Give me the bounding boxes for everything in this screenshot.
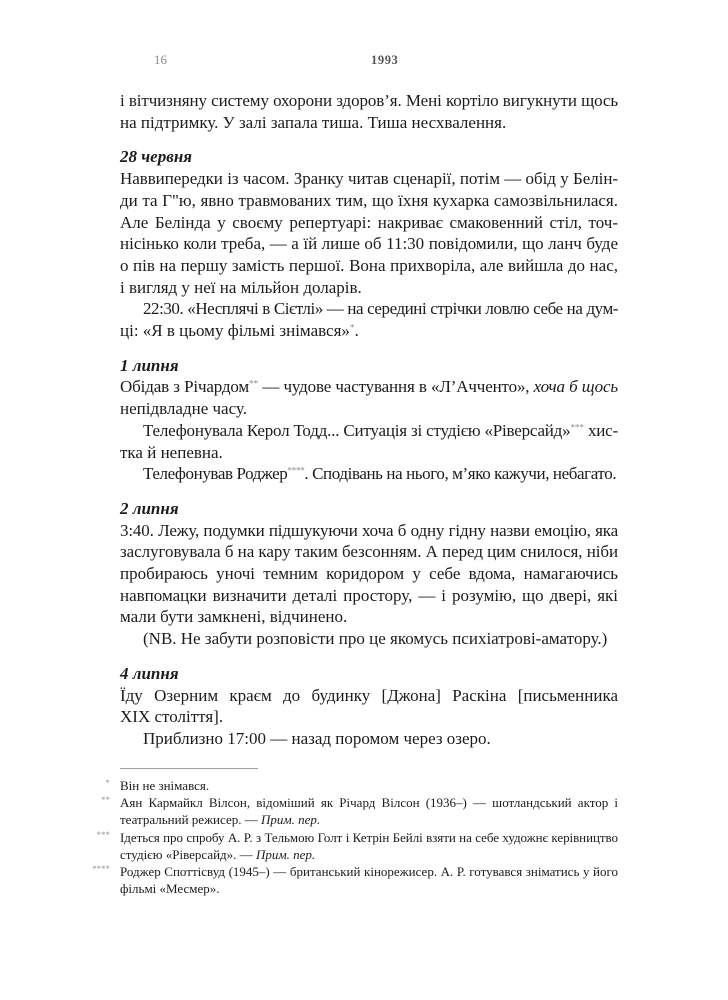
text-line (120, 255, 618, 277)
text-run: нісінько коли треба, — а їй лише об 11:30 повідомили, що ланч буде (120, 234, 618, 254)
footnote-marker: * (105, 778, 110, 788)
text-run: мали бути замкнені, відчинено. (120, 607, 348, 627)
text-line (120, 520, 618, 542)
text-run: XIX століття]. (120, 707, 224, 727)
text-line (120, 112, 618, 134)
text-line (120, 212, 618, 234)
paragraph (120, 420, 618, 463)
text-run: Телефонував Роджер (143, 464, 288, 484)
footnote-line (120, 880, 618, 897)
text-run: на підтримку. У залі запала тиша. Тиша несхвалення. (120, 112, 507, 132)
text-line (120, 628, 618, 650)
text-run: Ідеться про спробу А. Р. з Тельмою Голт і Кетрін Бейлі взяти на себе художнє керівництво (120, 829, 618, 845)
text-run: Телефонувала Керол Тодд... Ситуація зі студією «Ріверсайд» (143, 420, 571, 440)
text-line (120, 398, 618, 420)
paragraph (120, 90, 618, 133)
text-run: Наввипередки із часом. Зранку читав сценарії, потім — обід у Белін- (120, 169, 618, 189)
footnote-line (120, 794, 618, 811)
italic-text: Прим. пер. (260, 812, 321, 828)
text-line (120, 277, 618, 299)
footnote-line (120, 863, 618, 880)
footnote (92, 863, 618, 897)
text-line (120, 168, 618, 190)
text-line (120, 585, 618, 607)
text-line (120, 376, 618, 398)
text-line (120, 685, 618, 707)
paragraph (120, 298, 618, 341)
running-head: 1993 (371, 53, 399, 67)
text-run: Але Белінда у своєму репертуарі: накриває смаковенний стіл, точ- (120, 212, 618, 232)
footnote-line (120, 846, 618, 863)
text-run: о пів на першу замість першої. Вона прихворіла, але вийшла до нас, (120, 255, 618, 275)
date-heading: 1 липня (120, 355, 179, 375)
footnote (101, 794, 618, 828)
text-run: хис- (583, 420, 618, 440)
text-line (120, 606, 618, 628)
text-line (120, 420, 618, 442)
text-run: . (354, 321, 359, 341)
footnote-divider (120, 768, 258, 769)
text-run: — чудове частування в «Л’Ачченто», (258, 377, 534, 397)
text-line (120, 190, 618, 212)
text-line (120, 90, 618, 112)
date-heading: 4 липня (120, 663, 179, 683)
text-run: студією «Ріверсайд». — (120, 846, 256, 862)
body-text (120, 90, 618, 750)
footnote-reference: * (349, 323, 355, 334)
text-run: Він не знімався. (120, 778, 210, 793)
paragraph (120, 628, 618, 650)
footnote-reference: ** (249, 379, 259, 390)
text-line (120, 563, 618, 585)
text-run: заслуговувала б на кару таким безсонням. А перед цим снилося, ніби (120, 542, 619, 562)
text-run: тка й непевна. (120, 442, 223, 462)
text-run: ди та Г"ю, явно травмованих тим, що їхня кухарка самозвільнилася. (120, 190, 618, 210)
text-run: Обідав з Річардом (120, 377, 250, 397)
text-line (120, 541, 618, 563)
footnote-line (120, 777, 618, 794)
footnote-marker: ** (101, 795, 110, 806)
text-line (120, 728, 618, 750)
paragraph (120, 685, 618, 728)
footnotes (92, 777, 618, 897)
text-line (120, 706, 618, 728)
text-run: і вітчизняну систему охорони здоров’я. Мені кортіло вигукнути щось (120, 91, 618, 110)
text-run: ці: «Я в цьому фільмі знімався» (120, 321, 350, 341)
paragraph (120, 463, 618, 485)
page-number: 16 (154, 52, 167, 67)
text-run: 22:30. «Несплячі в Сієтлі» — на середині стрічки ловлю себе на дум- (143, 299, 618, 319)
footnote-reference: *** (570, 423, 584, 434)
text-line (120, 442, 618, 464)
text-line (120, 463, 618, 485)
text-run: (NB. Не забути розповісти про це якомусь психіатрові-аматору.) (143, 629, 608, 649)
footnote-line (120, 829, 618, 846)
text-run: Аян Кармайкл Вілсон, відоміший як Річард Вілсон (1936–) — шотландський актор і (120, 795, 618, 811)
text-run: Приблизно 17:00 — назад поромом через озеро. (143, 728, 491, 748)
text-run: Їду Озерним краєм до будинку [Джона] Раскіна [письменника (120, 685, 618, 705)
paragraph (120, 376, 618, 419)
text-run: . Сподівань на нього, м’яко кажучи, небагато. (304, 464, 617, 484)
footnote (96, 829, 618, 863)
italic-text: Прим. пер. (255, 846, 316, 862)
date-heading: 2 липня (120, 498, 179, 518)
footnote-line (120, 811, 618, 828)
text-line (120, 298, 618, 320)
italic-text: хоча б щось (533, 377, 619, 397)
text-run: непідвладне часу. (120, 399, 247, 419)
paragraph (120, 520, 618, 629)
footnote-marker: *** (96, 829, 110, 840)
text-run: пробираюсь уночі темним коридором у себе вдома, намагаючись (120, 564, 618, 584)
text-run: театральний режисер. — (120, 812, 261, 828)
text-run: фільмі «Месмер». (120, 881, 220, 897)
footnote-reference: **** (287, 466, 305, 477)
text-run: Роджер Споттісвуд (1945–) — британський кінорежисер. А. Р. готувався зніматись у його (120, 864, 618, 880)
text-run: і вигляд у неї на мільйон доларів. (120, 277, 362, 297)
paragraph (120, 168, 618, 298)
text-run: 3:40. Лежу, подумки підшукуючи хоча б одну гідну назви емоцію, яка (120, 520, 618, 540)
footnote (105, 777, 618, 794)
paragraph (120, 728, 618, 750)
text-line (120, 320, 618, 342)
text-run: навпомацки визначити деталі простору, — і розумію, що двері, які (120, 585, 618, 605)
text-line (120, 233, 618, 255)
footnote-marker: **** (92, 864, 110, 875)
date-heading: 28 червня (120, 147, 193, 167)
